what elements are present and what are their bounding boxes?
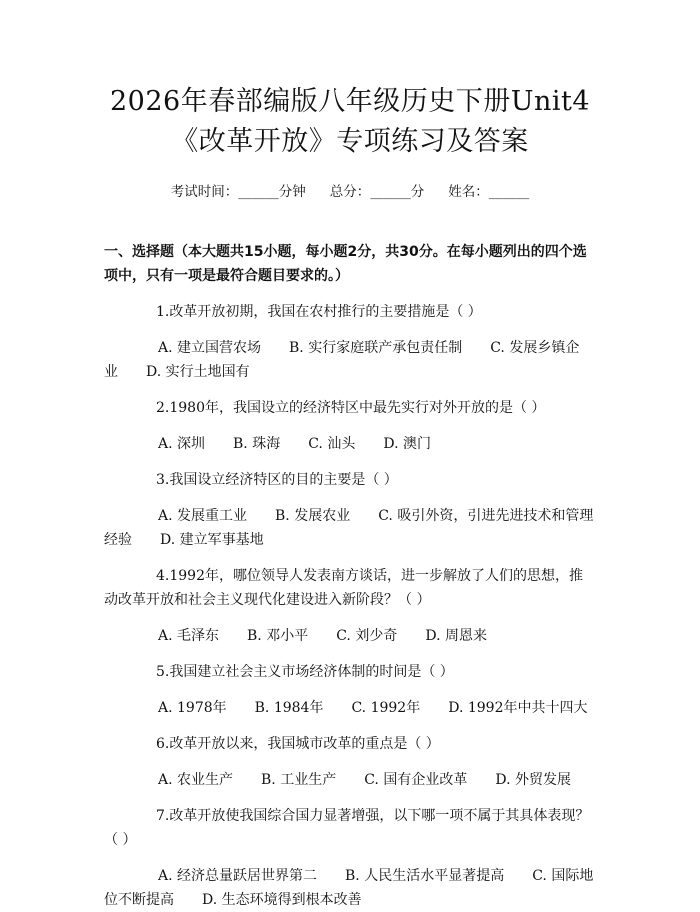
option-d: D. 外贸发展 <box>495 772 571 788</box>
question-number: 6. <box>156 736 170 752</box>
question-stem <box>104 804 596 852</box>
question-stem <box>104 564 596 612</box>
option-a: A. 经济总量跃居世界第二 <box>158 868 318 884</box>
question-stem <box>104 468 596 492</box>
option-d: D. 实行土地国有 <box>146 364 250 380</box>
option-c: C. 国有企业改革 <box>364 772 468 788</box>
option-b: B. 实行家庭联产承包责任制 <box>289 340 463 356</box>
question-number: 5. <box>156 664 170 680</box>
option-b: B. 发展农业 <box>275 508 351 524</box>
question-text: 我国设立经济特区的目的主要是（ ） <box>169 472 398 488</box>
question-2 <box>104 396 596 456</box>
option-a: A. 1978年 <box>158 700 227 716</box>
question-4 <box>104 564 596 648</box>
question-number: 1. <box>156 304 170 320</box>
question-options <box>104 336 596 384</box>
option-a: A. 毛泽东 <box>158 628 220 644</box>
question-text: 改革开放初期，我国在农村推行的主要措施是（ ） <box>169 304 482 320</box>
option-c: C. 刘少奇 <box>336 628 398 644</box>
question-3 <box>104 468 596 552</box>
question-7 <box>104 804 596 912</box>
option-d: D. 1992年中共十四大 <box>448 700 588 716</box>
section-header: 一、选择题（本大题共15小题，每小题2分，共30分。在每小题列出的四个选项中，只有一项是最符合题目要求的。） <box>104 244 587 284</box>
option-b: B. 邓小平 <box>247 628 309 644</box>
option-c: C. 国际地位不断提高 <box>104 868 594 908</box>
exam-name-label: 姓名：______ <box>448 184 530 200</box>
option-c: C. 发展乡镇企业 <box>104 340 580 380</box>
question-stem <box>104 660 596 684</box>
option-b: B. 珠海 <box>233 436 281 452</box>
question-6 <box>104 732 596 792</box>
option-d: D. 生态环境得到根本改善 <box>202 892 362 908</box>
question-options <box>104 432 596 456</box>
question-text: 1992年，哪位领导人发表南方谈话，进一步解放了人们的思想，推动改革开放和社会主义现代化建设进入新阶段？（ ） <box>104 568 583 608</box>
question-number: 3. <box>156 472 170 488</box>
option-a: A. 深圳 <box>158 436 206 452</box>
question-text: 1980年，我国设立的经济特区中最先实行对外开放的是（ ） <box>169 400 546 416</box>
option-a: A. 建立国营农场 <box>158 340 262 356</box>
option-c: C. 1992年 <box>351 700 421 716</box>
option-b: B. 1984年 <box>254 700 324 716</box>
option-a: A. 发展重工业 <box>158 508 248 524</box>
question-options <box>104 768 596 792</box>
document-title: 2026年春部编版八年级历史下册Unit4《改革开放》专项练习及答案 <box>109 86 591 157</box>
exam-info <box>104 182 596 202</box>
question-number: 2. <box>156 400 170 416</box>
option-b: B. 人民生活水平显著提高 <box>345 868 505 884</box>
option-a: A. 农业生产 <box>158 772 234 788</box>
question-stem <box>104 732 596 756</box>
question-number: 4. <box>156 568 170 584</box>
option-d: D. 澳门 <box>383 436 431 452</box>
question-text: 改革开放以来，我国城市改革的重点是（ ） <box>169 736 440 752</box>
question-list <box>104 300 596 912</box>
question-stem <box>104 300 596 324</box>
question-1 <box>104 300 596 384</box>
question-text: 我国建立社会主义市场经济体制的时间是（ ） <box>169 664 454 680</box>
exam-time-label: 考试时间：______分钟 <box>170 184 306 200</box>
question-options <box>104 624 596 648</box>
option-c: C. 吸引外资，引进先进技术和管理经验 <box>104 508 594 548</box>
question-options <box>104 696 596 720</box>
question-number: 7. <box>156 808 170 824</box>
option-d: D. 建立军事基地 <box>160 532 264 548</box>
question-text: 改革开放使我国综合国力显著增强，以下哪一项不属于其具体表现？（ ） <box>104 808 590 848</box>
option-d: D. 周恩来 <box>425 628 487 644</box>
question-stem <box>104 396 596 420</box>
option-b: B. 工业生产 <box>261 772 337 788</box>
exam-score-label: 总分：______分 <box>329 184 425 200</box>
option-c: C. 汕头 <box>308 436 356 452</box>
question-5 <box>104 660 596 720</box>
question-options <box>104 504 596 552</box>
